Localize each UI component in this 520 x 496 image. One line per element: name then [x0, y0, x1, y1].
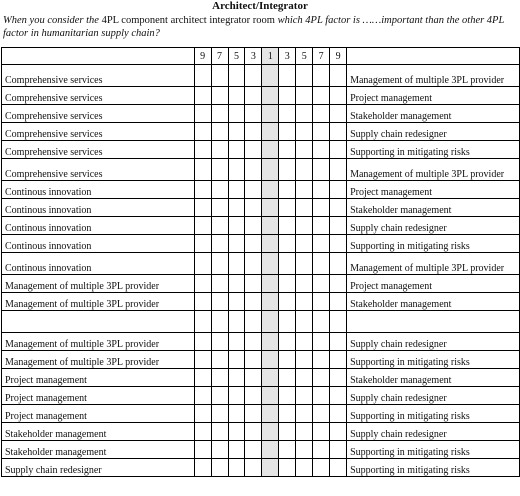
left-factor-label: Management of multiple 3PL provider — [2, 275, 195, 293]
rating-cell-0[interactable] — [194, 235, 211, 253]
rating-cell-5[interactable] — [279, 441, 296, 459]
rating-cell-5[interactable] — [279, 217, 296, 235]
rating-cell-2[interactable] — [228, 87, 245, 105]
rating-cell-8[interactable] — [330, 217, 347, 235]
scale-header-3: 3 — [245, 48, 262, 65]
rating-cell-1[interactable] — [211, 141, 228, 159]
rating-cell-0[interactable] — [194, 87, 211, 105]
rating-cell-1[interactable] — [211, 235, 228, 253]
rating-cell-0[interactable] — [194, 405, 211, 423]
rating-cell-4[interactable] — [262, 459, 279, 477]
rating-cell-4[interactable] — [262, 311, 279, 333]
rating-cell-1[interactable] — [211, 253, 228, 275]
rating-cell-4[interactable] — [262, 217, 279, 235]
rating-cell-5[interactable] — [279, 275, 296, 293]
rating-cell-6[interactable] — [296, 253, 313, 275]
rating-cell-3[interactable] — [245, 123, 262, 141]
comparison-row — [2, 369, 520, 387]
rating-cell-2[interactable] — [228, 105, 245, 123]
right-factor-label: Stakeholder management — [347, 199, 520, 217]
rating-cell-0[interactable] — [194, 275, 211, 293]
rating-cell-6[interactable] — [296, 351, 313, 369]
rating-cell-5[interactable] — [279, 141, 296, 159]
right-factor-label: Project management — [347, 87, 520, 105]
rating-cell-3[interactable] — [245, 311, 262, 333]
left-factor-label: Stakeholder management — [2, 441, 195, 459]
rating-cell-3[interactable] — [245, 275, 262, 293]
rating-cell-0[interactable] — [194, 333, 211, 351]
rating-cell-0[interactable] — [194, 199, 211, 217]
question-part-1: When you consider the — [3, 15, 102, 26]
rating-cell-2[interactable] — [228, 387, 245, 405]
pairwise-comparison-table — [1, 47, 520, 477]
rating-cell-7[interactable] — [313, 405, 330, 423]
rating-cell-3[interactable] — [245, 141, 262, 159]
rating-cell-0[interactable] — [194, 181, 211, 199]
rating-cell-8[interactable] — [330, 387, 347, 405]
rating-cell-2[interactable] — [228, 441, 245, 459]
rating-cell-8[interactable] — [330, 351, 347, 369]
rating-cell-7[interactable] — [313, 65, 330, 87]
rating-cell-7[interactable] — [313, 333, 330, 351]
rating-cell-4[interactable] — [262, 235, 279, 253]
rating-cell-1[interactable] — [211, 181, 228, 199]
rating-cell-0[interactable] — [194, 123, 211, 141]
rating-cell-1[interactable] — [211, 217, 228, 235]
question-part-2: 4PL component architect integrator room — [101, 15, 278, 26]
left-factor-label: Continous innovation — [2, 217, 195, 235]
comparison-row — [2, 235, 520, 253]
left-factor-label: Supply chain redesigner — [2, 459, 195, 477]
rating-cell-7[interactable] — [313, 87, 330, 105]
rating-cell-0[interactable] — [194, 159, 211, 181]
left-factor-label: Management of multiple 3PL provider — [2, 333, 195, 351]
rating-cell-3[interactable] — [245, 199, 262, 217]
rating-cell-8[interactable] — [330, 253, 347, 275]
comparison-row — [2, 275, 520, 293]
rating-cell-7[interactable] — [313, 387, 330, 405]
rating-cell-4[interactable] — [262, 405, 279, 423]
left-factor-label: Comprehensive services — [2, 141, 195, 159]
scale-header-2: 5 — [228, 48, 245, 65]
rating-cell-0[interactable] — [194, 105, 211, 123]
left-factor-label: Comprehensive services — [2, 159, 195, 181]
rating-cell-3[interactable] — [245, 105, 262, 123]
comparison-row — [2, 87, 520, 105]
rating-cell-3[interactable] — [245, 369, 262, 387]
scale-header-row — [2, 48, 520, 65]
rating-cell-8[interactable] — [330, 311, 347, 333]
comparison-row — [2, 199, 520, 217]
comparison-row — [2, 311, 520, 333]
right-factor-label: Project management — [347, 181, 520, 199]
left-factor-label: Continous innovation — [2, 199, 195, 217]
rating-cell-0[interactable] — [194, 351, 211, 369]
comparison-row — [2, 423, 520, 441]
rating-cell-3[interactable] — [245, 65, 262, 87]
rating-cell-5[interactable] — [279, 405, 296, 423]
rating-cell-3[interactable] — [245, 235, 262, 253]
left-factor-label: Project management — [2, 387, 195, 405]
right-factor-label: Supporting in mitigating risks — [347, 235, 520, 253]
rating-cell-7[interactable] — [313, 105, 330, 123]
rating-cell-5[interactable] — [279, 199, 296, 217]
right-factor-label: Management of multiple 3PL provider — [347, 159, 520, 181]
rating-cell-2[interactable] — [228, 459, 245, 477]
rating-cell-3[interactable] — [245, 459, 262, 477]
rating-cell-2[interactable] — [228, 217, 245, 235]
rating-cell-2[interactable] — [228, 181, 245, 199]
rating-cell-0[interactable] — [194, 387, 211, 405]
left-factor-label: Continous innovation — [2, 235, 195, 253]
rating-cell-2[interactable] — [228, 141, 245, 159]
rating-cell-2[interactable] — [228, 235, 245, 253]
rating-cell-0[interactable] — [194, 311, 211, 333]
rating-cell-3[interactable] — [245, 387, 262, 405]
rating-cell-1[interactable] — [211, 459, 228, 477]
comparison-row — [2, 333, 520, 351]
rating-cell-7[interactable] — [313, 441, 330, 459]
rating-cell-0[interactable] — [194, 65, 211, 87]
scale-header-8: 9 — [330, 48, 347, 65]
rating-cell-4[interactable] — [262, 159, 279, 181]
left-factor-label: Project management — [2, 369, 195, 387]
comparison-row — [2, 123, 520, 141]
rating-cell-2[interactable] — [228, 293, 245, 311]
rating-cell-1[interactable] — [211, 199, 228, 217]
rating-cell-5[interactable] — [279, 123, 296, 141]
rating-cell-5[interactable] — [279, 87, 296, 105]
rating-cell-1[interactable] — [211, 333, 228, 351]
right-factor-label: Stakeholder management — [347, 293, 520, 311]
rating-cell-6[interactable] — [296, 87, 313, 105]
rating-cell-7[interactable] — [313, 181, 330, 199]
right-factor-label: Supply chain redesigner — [347, 423, 520, 441]
rating-cell-6[interactable] — [296, 293, 313, 311]
rating-cell-5[interactable] — [279, 311, 296, 333]
left-factor-label: Comprehensive services — [2, 123, 195, 141]
scale-header-1: 7 — [211, 48, 228, 65]
left-factor-label: Continous innovation — [2, 253, 195, 275]
rating-cell-2[interactable] — [228, 65, 245, 87]
rating-cell-6[interactable] — [296, 275, 313, 293]
rating-cell-8[interactable] — [330, 405, 347, 423]
rating-cell-1[interactable] — [211, 405, 228, 423]
rating-cell-5[interactable] — [279, 105, 296, 123]
left-factor-label — [2, 311, 195, 333]
rating-cell-8[interactable] — [330, 423, 347, 441]
rating-cell-4[interactable] — [262, 105, 279, 123]
rating-cell-4[interactable] — [262, 181, 279, 199]
rating-cell-0[interactable] — [194, 459, 211, 477]
scale-header-6: 5 — [296, 48, 313, 65]
left-factor-label: Continous innovation — [2, 181, 195, 199]
right-factor-label: Management of multiple 3PL provider — [347, 253, 520, 275]
rating-cell-6[interactable] — [296, 459, 313, 477]
comparison-row — [2, 459, 520, 477]
rating-cell-2[interactable] — [228, 123, 245, 141]
rating-cell-8[interactable] — [330, 441, 347, 459]
rating-cell-5[interactable] — [279, 159, 296, 181]
rating-cell-8[interactable] — [330, 275, 347, 293]
rating-cell-1[interactable] — [211, 159, 228, 181]
rating-cell-5[interactable] — [279, 253, 296, 275]
rating-cell-2[interactable] — [228, 351, 245, 369]
rating-cell-1[interactable] — [211, 65, 228, 87]
comparison-row — [2, 387, 520, 405]
rating-cell-3[interactable] — [245, 159, 262, 181]
rating-cell-3[interactable] — [245, 87, 262, 105]
comparison-row — [2, 253, 520, 275]
rating-cell-4[interactable] — [262, 87, 279, 105]
rating-cell-5[interactable] — [279, 351, 296, 369]
rating-cell-6[interactable] — [296, 141, 313, 159]
left-factor-label: Project management — [2, 405, 195, 423]
rating-cell-3[interactable] — [245, 441, 262, 459]
rating-cell-5[interactable] — [279, 333, 296, 351]
right-factor-label: Supporting in mitigating risks — [347, 405, 520, 423]
rating-cell-8[interactable] — [330, 235, 347, 253]
comparison-row — [2, 65, 520, 87]
header-right-blank — [347, 48, 520, 65]
rating-cell-7[interactable] — [313, 123, 330, 141]
rating-cell-4[interactable] — [262, 387, 279, 405]
right-factor-label: Supply chain redesigner — [347, 217, 520, 235]
rating-cell-3[interactable] — [245, 181, 262, 199]
rating-cell-8[interactable] — [330, 159, 347, 181]
comparison-row — [2, 441, 520, 459]
rating-cell-4[interactable] — [262, 351, 279, 369]
rating-cell-2[interactable] — [228, 159, 245, 181]
rating-cell-6[interactable] — [296, 235, 313, 253]
comparison-row — [2, 181, 520, 199]
comparison-row — [2, 105, 520, 123]
scale-header-4: 1 — [262, 48, 279, 65]
scale-header-0: 9 — [194, 48, 211, 65]
rating-cell-4[interactable] — [262, 423, 279, 441]
rating-cell-6[interactable] — [296, 423, 313, 441]
rating-cell-5[interactable] — [279, 459, 296, 477]
rating-cell-1[interactable] — [211, 123, 228, 141]
scale-header-7: 7 — [313, 48, 330, 65]
rating-cell-3[interactable] — [245, 333, 262, 351]
header-left-blank — [2, 48, 195, 65]
rating-cell-6[interactable] — [296, 199, 313, 217]
rating-cell-7[interactable] — [313, 199, 330, 217]
left-factor-label: Management of multiple 3PL provider — [2, 293, 195, 311]
rating-cell-6[interactable] — [296, 181, 313, 199]
rating-cell-4[interactable] — [262, 199, 279, 217]
rating-cell-2[interactable] — [228, 369, 245, 387]
right-factor-label: Stakeholder management — [347, 369, 520, 387]
rating-cell-1[interactable] — [211, 387, 228, 405]
rating-cell-4[interactable] — [262, 123, 279, 141]
question-part-3: which 4PL factor is ……important than the other 4PL factor in humanitarian supply chain? — [3, 15, 505, 39]
rating-cell-5[interactable] — [279, 293, 296, 311]
rating-cell-7[interactable] — [313, 253, 330, 275]
rating-cell-2[interactable] — [228, 405, 245, 423]
rating-cell-6[interactable] — [296, 65, 313, 87]
right-factor-label: Supply chain redesigner — [347, 387, 520, 405]
rating-cell-5[interactable] — [279, 181, 296, 199]
rating-cell-0[interactable] — [194, 293, 211, 311]
rating-cell-7[interactable] — [313, 459, 330, 477]
left-factor-label: Comprehensive services — [2, 65, 195, 87]
rating-cell-7[interactable] — [313, 293, 330, 311]
right-factor-label: Stakeholder management — [347, 105, 520, 123]
rating-cell-2[interactable] — [228, 311, 245, 333]
comparison-row — [2, 217, 520, 235]
rating-cell-1[interactable] — [211, 441, 228, 459]
left-factor-label: Management of multiple 3PL provider — [2, 351, 195, 369]
left-factor-label: Comprehensive services — [2, 87, 195, 105]
rating-cell-1[interactable] — [211, 423, 228, 441]
scale-header-5: 3 — [279, 48, 296, 65]
rating-cell-4[interactable] — [262, 141, 279, 159]
rating-cell-2[interactable] — [228, 333, 245, 351]
rating-cell-8[interactable] — [330, 181, 347, 199]
right-factor-label: Supply chain redesigner — [347, 123, 520, 141]
rating-cell-6[interactable] — [296, 369, 313, 387]
rating-cell-2[interactable] — [228, 199, 245, 217]
rating-cell-1[interactable] — [211, 87, 228, 105]
rating-cell-1[interactable] — [211, 105, 228, 123]
rating-cell-5[interactable] — [279, 423, 296, 441]
rating-cell-6[interactable] — [296, 333, 313, 351]
rating-cell-7[interactable] — [313, 159, 330, 181]
rating-cell-1[interactable] — [211, 351, 228, 369]
rating-cell-2[interactable] — [228, 275, 245, 293]
rating-cell-7[interactable] — [313, 235, 330, 253]
rating-cell-8[interactable] — [330, 293, 347, 311]
rating-cell-1[interactable] — [211, 311, 228, 333]
rating-cell-0[interactable] — [194, 369, 211, 387]
rating-cell-5[interactable] — [279, 387, 296, 405]
rating-cell-2[interactable] — [228, 253, 245, 275]
right-factor-label: Project management — [347, 275, 520, 293]
rating-cell-6[interactable] — [296, 123, 313, 141]
rating-cell-5[interactable] — [279, 369, 296, 387]
right-factor-label: Supporting in mitigating risks — [347, 441, 520, 459]
rating-cell-1[interactable] — [211, 275, 228, 293]
rating-cell-0[interactable] — [194, 423, 211, 441]
page-title: Architect/Integrator — [212, 0, 308, 12]
rating-cell-2[interactable] — [228, 423, 245, 441]
rating-cell-4[interactable] — [262, 333, 279, 351]
rating-cell-6[interactable] — [296, 217, 313, 235]
rating-cell-8[interactable] — [330, 333, 347, 351]
rating-cell-7[interactable] — [313, 311, 330, 333]
right-factor-label — [347, 311, 520, 333]
rating-cell-3[interactable] — [245, 405, 262, 423]
right-factor-label: Supply chain redesigner — [347, 333, 520, 351]
rating-cell-7[interactable] — [313, 351, 330, 369]
rating-cell-7[interactable] — [313, 141, 330, 159]
comparison-row — [2, 159, 520, 181]
comparison-row — [2, 293, 520, 311]
rating-cell-0[interactable] — [194, 441, 211, 459]
rating-cell-3[interactable] — [245, 423, 262, 441]
rating-cell-7[interactable] — [313, 275, 330, 293]
rating-cell-0[interactable] — [194, 141, 211, 159]
left-factor-label: Comprehensive services — [2, 105, 195, 123]
rating-cell-8[interactable] — [330, 123, 347, 141]
rating-cell-5[interactable] — [279, 235, 296, 253]
rating-cell-8[interactable] — [330, 459, 347, 477]
right-factor-label: Management of multiple 3PL provider — [347, 65, 520, 87]
right-factor-label: Supporting in mitigating risks — [347, 141, 520, 159]
rating-cell-4[interactable] — [262, 293, 279, 311]
rating-cell-7[interactable] — [313, 217, 330, 235]
rating-cell-7[interactable] — [313, 423, 330, 441]
rating-cell-4[interactable] — [262, 65, 279, 87]
rating-cell-7[interactable] — [313, 369, 330, 387]
rating-cell-8[interactable] — [330, 65, 347, 87]
right-factor-label: Supporting in mitigating risks — [347, 351, 520, 369]
rating-cell-3[interactable] — [245, 253, 262, 275]
rating-cell-4[interactable] — [262, 275, 279, 293]
comparison-row — [2, 405, 520, 423]
rating-cell-1[interactable] — [211, 369, 228, 387]
rating-cell-6[interactable] — [296, 441, 313, 459]
rating-cell-6[interactable] — [296, 405, 313, 423]
rating-cell-3[interactable] — [245, 217, 262, 235]
rating-cell-8[interactable] — [330, 199, 347, 217]
rating-cell-1[interactable] — [211, 293, 228, 311]
rating-cell-8[interactable] — [330, 87, 347, 105]
rating-cell-0[interactable] — [194, 253, 211, 275]
rating-cell-8[interactable] — [330, 141, 347, 159]
comparison-row — [2, 351, 520, 369]
left-factor-label: Stakeholder management — [2, 423, 195, 441]
comparison-row — [2, 141, 520, 159]
right-factor-label: Supporting in mitigating risks — [347, 459, 520, 477]
rating-cell-8[interactable] — [330, 369, 347, 387]
rating-cell-0[interactable] — [194, 217, 211, 235]
rating-cell-6[interactable] — [296, 159, 313, 181]
rating-cell-8[interactable] — [330, 105, 347, 123]
rating-cell-6[interactable] — [296, 387, 313, 405]
rating-cell-6[interactable] — [296, 311, 313, 333]
rating-cell-6[interactable] — [296, 105, 313, 123]
rating-cell-3[interactable] — [245, 293, 262, 311]
rating-cell-4[interactable] — [262, 369, 279, 387]
rating-cell-4[interactable] — [262, 253, 279, 275]
rating-cell-5[interactable] — [279, 65, 296, 87]
question-text — [3, 14, 515, 40]
rating-cell-3[interactable] — [245, 351, 262, 369]
rating-cell-4[interactable] — [262, 441, 279, 459]
